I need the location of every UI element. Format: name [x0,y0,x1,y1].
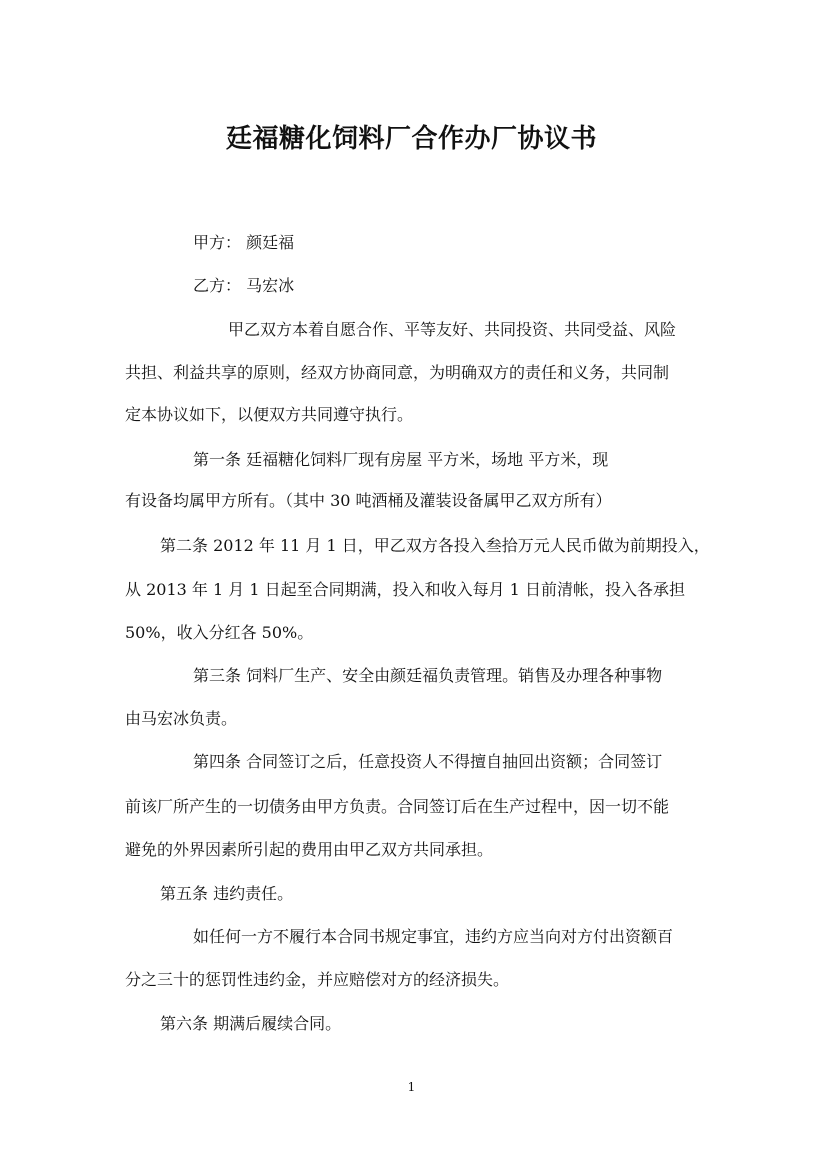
article2-line-2: 从 2013 年 1 月 1 日起至合同期满，投入和收入每月 1 日前清帐，投入各承担 [125,580,685,599]
article6-heading: 第六条 期满后履续合同。 [160,1014,342,1033]
article4-line-1: 第四条 合同签订之后，任意投资人不得擅自抽回出资额；合同签订 [193,752,663,771]
article2-line-1: 第二条 2012 年 11 月 1 日，甲乙双方各投入叁拾万元人民币做为前期投入， [160,536,710,555]
article5-line-2: 分之三十的惩罚性违约金，并应赔偿对方的经济损失。 [125,970,510,989]
preamble-line-1: 甲乙双方本着自愿合作、平等友好、共同投资、共同受益、风险 [228,320,677,339]
article1-line-2: 有设备均属甲方所有。（其中 30 吨酒桶及灌装设备属甲乙双方所有） [125,491,612,510]
document-title: 廷福糖化饲料厂合作办厂协议书 [225,124,597,154]
article3-line-1: 第三条 饲料厂生产、安全由颜廷福负责管理。销售及办理各种事物 [193,666,663,685]
article5-heading: 第五条 违约责任。 [160,884,294,903]
preamble-line-2: 共担、利益共享的原则，经双方协商同意，为明确双方的责任和义务，共同制 [125,363,670,382]
party-b: 乙方： 马宏冰 [193,276,295,295]
party-a: 甲方： 颜廷福 [193,233,295,252]
article5-line-1: 如任何一方不履行本合同书规定事宜，违约方应当向对方付出资额百 [193,927,674,946]
preamble-line-3: 定本协议如下，以便双方共同遵守执行。 [125,405,414,424]
article1-line-1: 第一条 廷福糖化饲料厂现有房屋 平方米，场地 平方米，现 [193,450,609,469]
article2-line-3: 50%，收入分红各 50%。 [125,623,314,642]
article4-line-2: 前该厂所产生的一切债务由甲方负责。合同签订后在生产过程中，因一切不能 [125,797,670,816]
page-number: 1 [407,1080,416,1094]
article4-line-3: 避免的外界因素所引起的费用由甲乙双方共同承担。 [125,840,494,859]
article3-line-2: 由马宏冰负责。 [125,709,238,728]
